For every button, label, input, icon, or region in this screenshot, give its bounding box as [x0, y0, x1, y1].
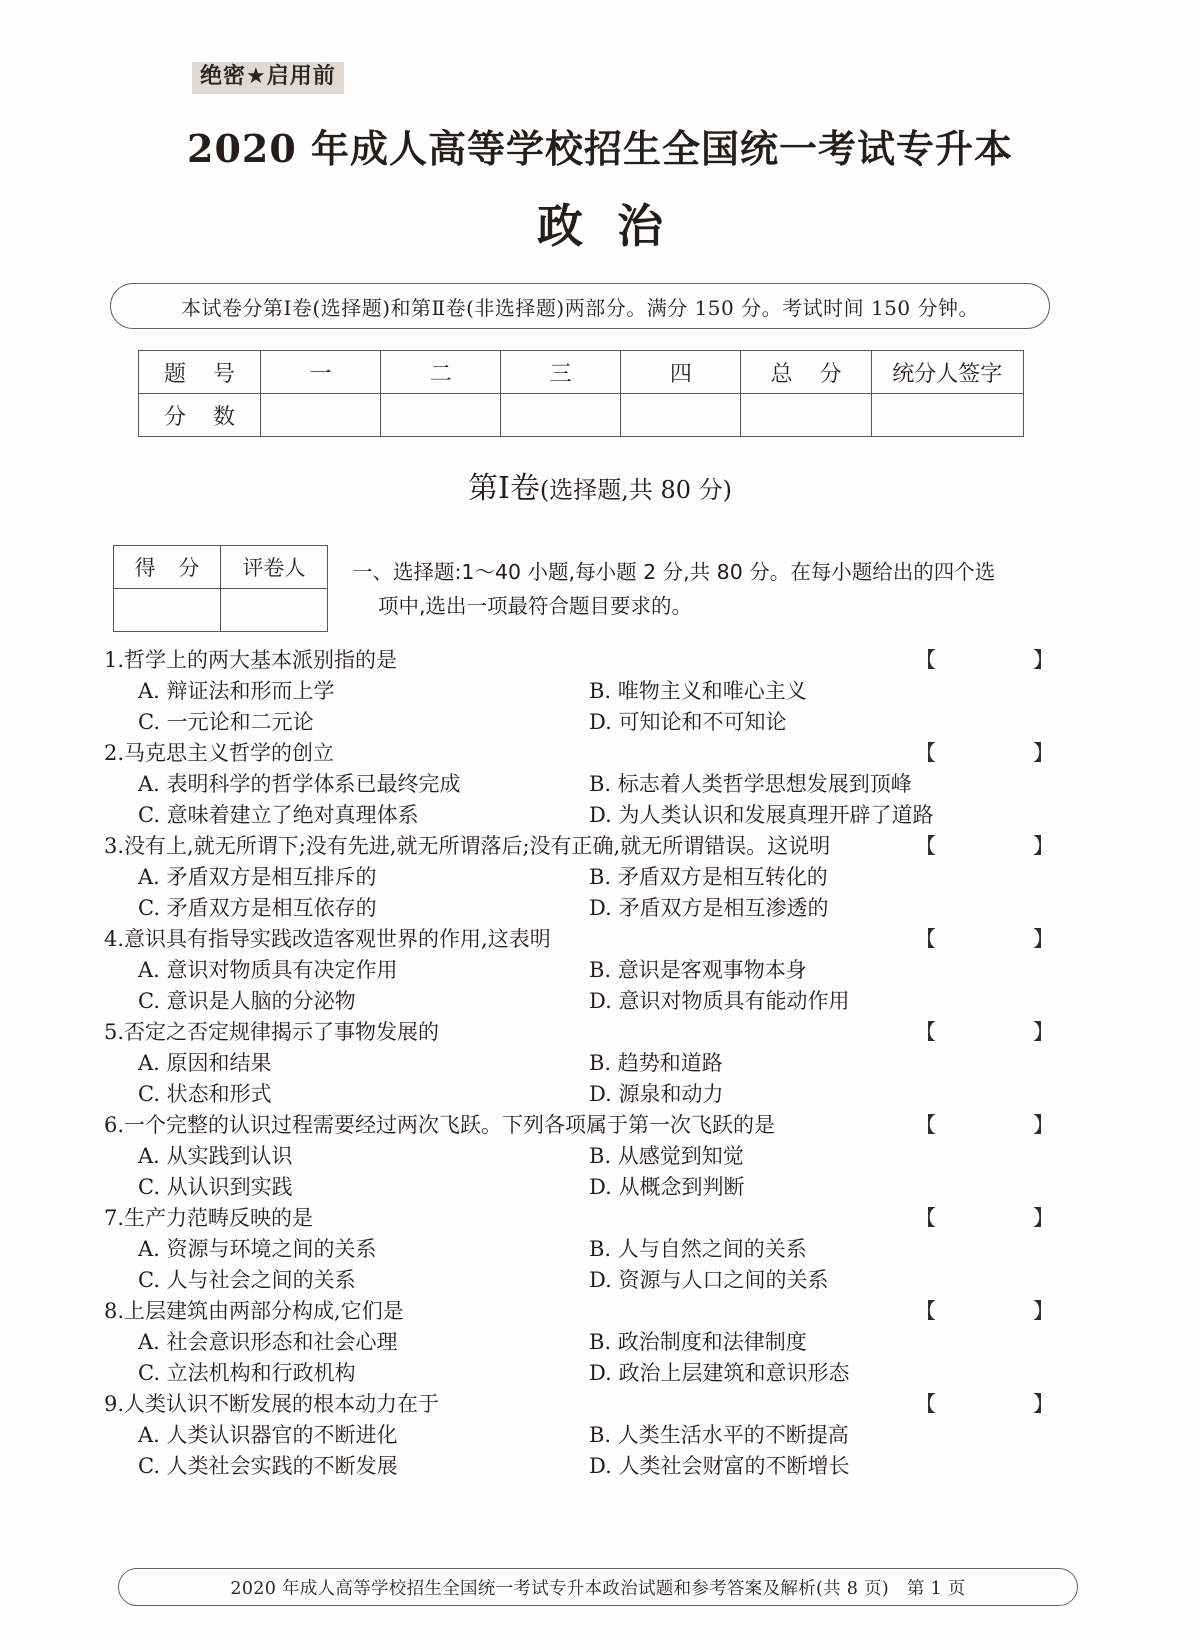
option-row — [100, 955, 1100, 986]
part-instruction — [352, 555, 1052, 623]
question-block — [100, 1389, 1100, 1482]
answer-bracket[interactable]: 【 】 — [915, 1392, 1092, 1416]
part-instruction-line2: 项中,选出一项最符合题目要求的。 — [378, 594, 693, 618]
answer-bracket[interactable]: 【 】 — [915, 1113, 1092, 1137]
option-a[interactable]: A. 人类认识器官的不断进化 — [138, 1423, 398, 1447]
question-stem: 5.否定之否定规律揭示了事物发展的 — [104, 1020, 440, 1044]
subject-title: 政治 — [537, 199, 697, 253]
score-table-row-label-0: 题 号 — [139, 351, 261, 394]
option-row — [100, 1327, 1100, 1358]
question-stem: 8.上层建筑由两部分构成,它们是 — [104, 1299, 404, 1323]
question-block — [100, 924, 1100, 1017]
option-row — [100, 1172, 1100, 1203]
question-stem: 7.生产力范畴反映的是 — [104, 1206, 314, 1230]
footer-text: 2020 年成人高等学校招生全国统一考试专升本政治试题和参考答案及解析(共 8 页) 第 1 页 — [230, 1578, 966, 1599]
score-table-col-5: 统分人签字 — [871, 351, 1023, 394]
option-b[interactable]: B. 意识是客观事物本身 — [589, 958, 807, 982]
option-c[interactable]: C. 状态和形式 — [138, 1082, 272, 1106]
secret-tag: 绝密★启用前 — [192, 62, 344, 94]
option-c[interactable]: C. 立法机构和行政机构 — [138, 1361, 356, 1385]
score-table-row-label-1: 分 数 — [139, 394, 261, 437]
instruction-text: 本试卷分第Ⅰ卷(选择题)和第Ⅱ卷(非选择题)两部分。满分 150 分。考试时间 150 分钟。 — [181, 295, 979, 320]
option-c[interactable]: C. 意识是人脑的分泌物 — [138, 989, 356, 1013]
option-row — [100, 769, 1100, 800]
score-cell-total[interactable] — [741, 394, 871, 437]
answer-bracket[interactable]: 【 】 — [915, 1299, 1092, 1323]
option-c[interactable]: C. 意味着建立了绝对真理体系 — [138, 803, 419, 827]
question-stem: 3.没有上,就无所谓下;没有先进,就无所谓落后;没有正确,就无所谓错误。这说明 — [104, 834, 831, 858]
question-block — [100, 1110, 1100, 1203]
option-a[interactable]: A. 原因和结果 — [138, 1051, 272, 1075]
page-title: 2020 年成人高等学校招生全国统一考试专升本 — [187, 126, 1013, 171]
option-d[interactable]: D. 可知论和不可知论 — [589, 710, 787, 734]
option-c[interactable]: C. 从认识到实践 — [138, 1175, 293, 1199]
question-stem: 9.人类认识不断发展的根本动力在于 — [104, 1392, 440, 1416]
score-table-col-4: 总 分 — [741, 351, 871, 394]
option-c[interactable]: C. 矛盾双方是相互依存的 — [138, 896, 377, 920]
option-row — [100, 986, 1100, 1017]
option-a[interactable]: A. 社会意识形态和社会心理 — [138, 1330, 398, 1354]
footer-bar — [118, 1568, 1078, 1606]
option-b[interactable]: B. 矛盾双方是相互转化的 — [589, 865, 828, 889]
part-instruction-line1: 一、选择题:1～40 小题,每小题 2 分,共 80 分。在每小题给出的四个选 — [352, 560, 996, 584]
option-d[interactable]: D. 政治上层建筑和意识形态 — [589, 1361, 850, 1385]
grader-box-grader-label: 评卷人 — [221, 546, 328, 589]
option-row — [100, 1048, 1100, 1079]
answer-bracket[interactable]: 【 】 — [915, 1020, 1092, 1044]
score-table — [138, 350, 1024, 437]
option-d[interactable]: D. 矛盾双方是相互渗透的 — [589, 896, 829, 920]
question-stem: 1.哲学上的两大基本派别指的是 — [104, 648, 398, 672]
answer-bracket[interactable]: 【 】 — [915, 741, 1092, 765]
option-row — [100, 1141, 1100, 1172]
option-b[interactable]: B. 唯物主义和唯心主义 — [589, 679, 807, 703]
option-b[interactable]: B. 人类生活水平的不断提高 — [589, 1423, 849, 1447]
option-row — [100, 676, 1100, 707]
question-block — [100, 645, 1100, 738]
option-b[interactable]: B. 标志着人类哲学思想发展到顶峰 — [589, 772, 912, 796]
instruction-bar — [110, 283, 1050, 329]
question-block — [100, 738, 1100, 831]
option-row — [100, 1358, 1100, 1389]
score-cell-signature[interactable] — [871, 394, 1023, 437]
answer-bracket[interactable]: 【 】 — [915, 1206, 1092, 1230]
question-block — [100, 1203, 1100, 1296]
question-list — [100, 645, 1100, 1482]
option-a[interactable]: A. 从实践到认识 — [138, 1144, 293, 1168]
option-row — [100, 893, 1100, 924]
table-row — [114, 546, 328, 589]
option-d[interactable]: D. 从概念到判断 — [589, 1175, 745, 1199]
grader-box-score-value[interactable] — [114, 589, 221, 632]
option-b[interactable]: B. 趋势和道路 — [589, 1051, 723, 1075]
question-block — [100, 1017, 1100, 1110]
question-stem: 2.马克思主义哲学的创立 — [104, 741, 335, 765]
option-c[interactable]: C. 一元论和二元论 — [138, 710, 314, 734]
grader-box-score-label: 得 分 — [114, 546, 221, 589]
option-b[interactable]: B. 人与自然之间的关系 — [589, 1237, 807, 1261]
question-block — [100, 1296, 1100, 1389]
score-table-col-2: 三 — [501, 351, 621, 394]
option-a[interactable]: A. 表明科学的哲学体系已最终完成 — [138, 772, 461, 796]
question-stem: 4.意识具有指导实践改造客观世界的作用,这表明 — [104, 927, 551, 951]
question-stem: 6.一个完整的认识过程需要经过两次飞跃。下列各项属于第一次飞跃的是 — [104, 1113, 776, 1137]
section-heading-suffix: (选择题,共 80 分) — [539, 476, 732, 504]
answer-bracket[interactable]: 【 】 — [915, 927, 1092, 951]
option-row — [100, 707, 1100, 738]
option-a[interactable]: A. 矛盾双方是相互排斥的 — [138, 865, 377, 889]
grader-box — [113, 545, 328, 632]
score-cell-1[interactable] — [381, 394, 501, 437]
option-d[interactable]: D. 资源与人口之间的关系 — [589, 1268, 829, 1292]
option-row — [100, 1265, 1100, 1296]
option-row — [100, 1420, 1100, 1451]
option-a[interactable]: A. 意识对物质具有决定作用 — [138, 958, 398, 982]
option-c[interactable]: C. 人类社会实践的不断发展 — [138, 1454, 398, 1478]
table-row — [139, 351, 1024, 394]
question-block — [100, 831, 1100, 924]
option-a[interactable]: A. 资源与环境之间的关系 — [138, 1237, 377, 1261]
score-table-col-1: 二 — [381, 351, 501, 394]
answer-bracket[interactable]: 【 】 — [915, 648, 1092, 672]
option-d[interactable]: D. 源泉和动力 — [589, 1082, 724, 1106]
score-cell-2[interactable] — [501, 394, 621, 437]
score-table-col-0: 一 — [261, 351, 381, 394]
option-row — [100, 1079, 1100, 1110]
option-d[interactable]: D. 为人类认识和发展真理开辟了道路 — [589, 803, 934, 827]
option-c[interactable]: C. 人与社会之间的关系 — [138, 1268, 356, 1292]
answer-bracket[interactable]: 【 】 — [915, 834, 1092, 858]
section-heading — [0, 463, 1200, 507]
grader-box-grader-value[interactable] — [221, 589, 328, 632]
score-cell-0[interactable] — [261, 394, 381, 437]
option-b[interactable]: B. 从感觉到知觉 — [589, 1144, 744, 1168]
score-cell-3[interactable] — [621, 394, 741, 437]
option-d[interactable]: D. 意识对物质具有能动作用 — [589, 989, 850, 1013]
table-row — [139, 394, 1024, 437]
section-heading-prefix: 第Ⅰ卷 — [467, 471, 540, 506]
table-row — [114, 589, 328, 632]
option-row — [100, 862, 1100, 893]
option-row — [100, 800, 1100, 831]
option-row — [100, 1234, 1100, 1265]
option-b[interactable]: B. 政治制度和法律制度 — [589, 1330, 807, 1354]
option-row — [100, 1451, 1100, 1482]
score-table-col-3: 四 — [621, 351, 741, 394]
option-a[interactable]: A. 辩证法和形而上学 — [138, 679, 335, 703]
option-d[interactable]: D. 人类社会财富的不断增长 — [589, 1454, 850, 1478]
